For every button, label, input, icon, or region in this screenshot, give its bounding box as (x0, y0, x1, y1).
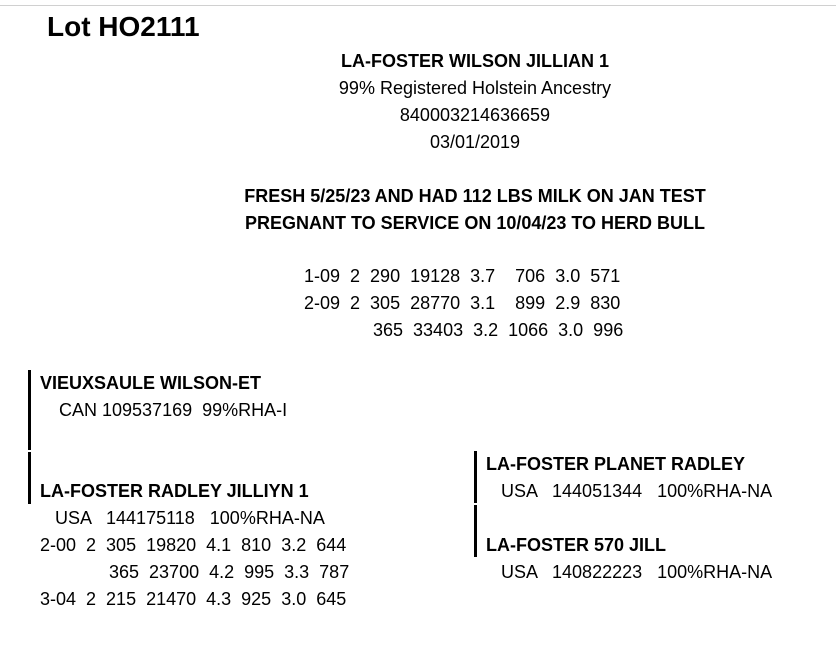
pedigree-line-dam-dam (474, 505, 477, 557)
dam-sire-name: LA-FOSTER PLANET RADLEY (486, 454, 745, 474)
note-pregnant: PREGNANT TO SERVICE ON 10/04/23 TO HERD BULL (244, 213, 706, 233)
animal-ancestry: 99% Registered Holstein Ancestry (338, 78, 612, 98)
record-row: 365 33403 3.2 1066 3.0 996 (373, 320, 624, 340)
dam-sire-registration: USA 144051344 100%RHA-NA (501, 481, 773, 501)
sire-registration: CAN 109537169 99%RHA-I (59, 400, 288, 420)
record-row: 1-09 2 290 19128 3.7 706 3.0 571 (304, 266, 621, 286)
animal-birth-date: 03/01/2019 (429, 132, 521, 152)
animal-name: LA-FOSTER WILSON JILLIAN 1 (341, 51, 609, 71)
animal-id: 840003214636659 (399, 105, 551, 125)
dam-record-row: 2-00 2 305 19820 4.1 810 3.2 644 (40, 535, 347, 555)
dam-record-row: 3-04 2 215 21470 4.3 925 3.0 645 (40, 589, 347, 609)
dam-dam-registration: USA 140822223 100%RHA-NA (501, 562, 773, 582)
dam-name: LA-FOSTER RADLEY JILLIYN 1 (40, 481, 309, 501)
pedigree-line-dam-sire (474, 451, 477, 503)
pedigree-line-dam (28, 452, 31, 504)
lot-number: Lot HO2111 (47, 11, 200, 42)
pedigree-line-sire (28, 370, 31, 450)
record-row: 2-09 2 305 28770 3.1 899 2.9 830 (304, 293, 621, 313)
dam-record-row: 365 23700 4.2 995 3.3 787 (109, 562, 350, 582)
sire-name: VIEUXSAULE WILSON-ET (40, 373, 262, 393)
dam-dam-name: LA-FOSTER 570 JILL (486, 535, 667, 555)
note-fresh: FRESH 5/25/23 AND HAD 112 LBS MILK ON JAN TEST (244, 186, 706, 206)
top-divider (0, 5, 836, 6)
dam-registration: USA 144175118 100%RHA-NA (55, 508, 325, 528)
